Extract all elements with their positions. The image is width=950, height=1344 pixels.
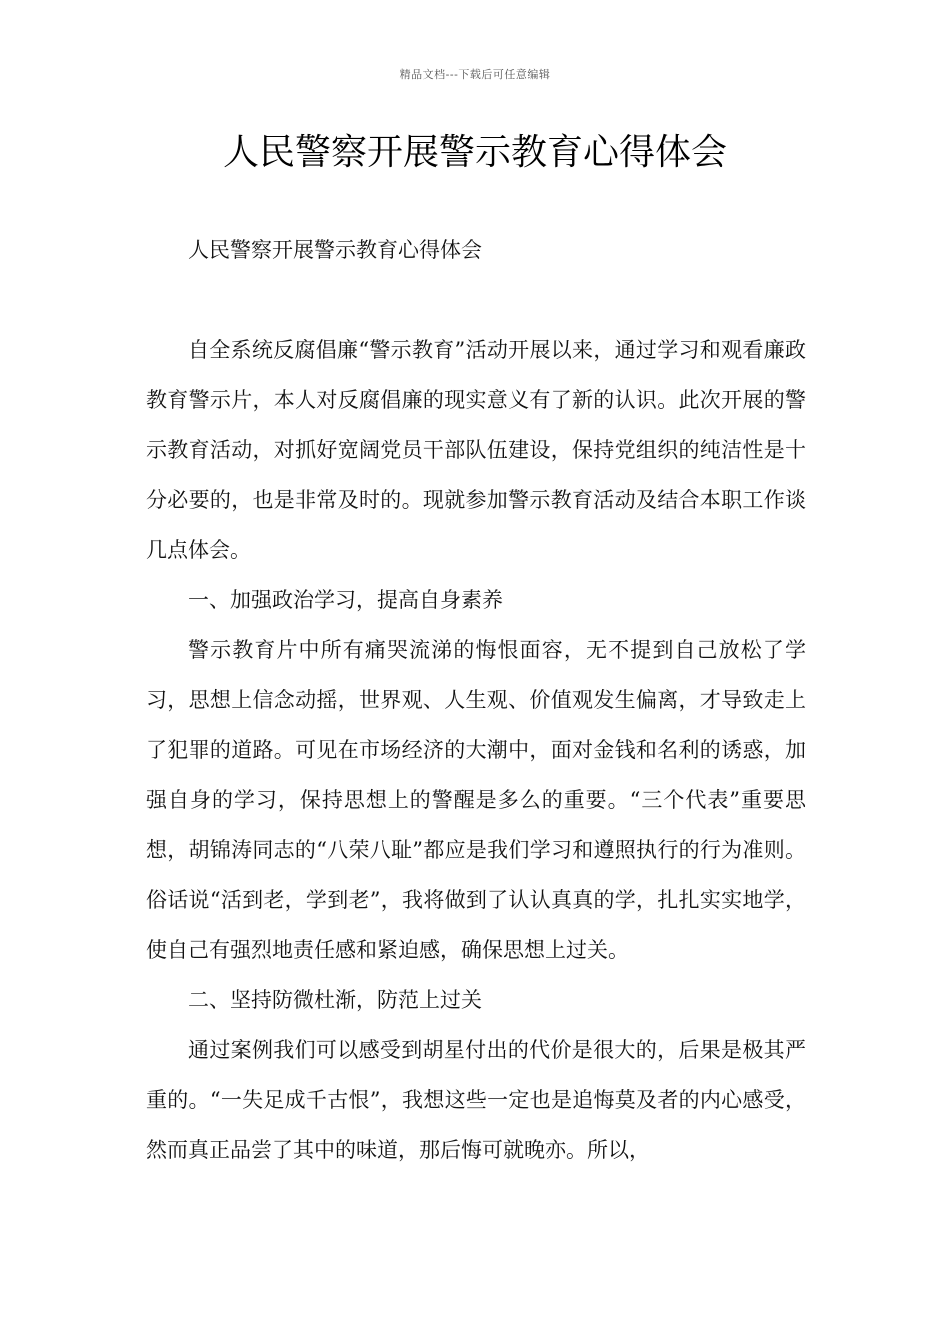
section-heading-1: 一、加强政治学习，提高自身素养: [188, 588, 503, 612]
document-subtitle: 人民警察开展警示教育心得体会: [188, 238, 482, 262]
paragraph-section-2: 通过案例我们可以感受到胡星付出的代价是很大的，后果是极其严重的。“一失足成千古恨”，我想这些一定也是追悔莫及者的内心感受，然而真正品尝了其中的味道，那后悔可就晚亦。所以，: [146, 1038, 806, 1162]
paragraph-section-1: 警示教育片中所有痛哭流涕的悔恨面容，无不提到自己放松了学习，思想上信念动摇，世界观、人生观、价值观发生偏离，才导致走上了犯罪的道路。可见在市场经济的大潮中，面对金钱和名利的诱惑，加强自身的学习，保持思想上的警醒是多么的重要。“三个代表”重要思想，胡锦涛同志的“八荣八耻”都应是我们学习和遵照执行的行为准则。俗话说“活到老，学到老”，我将做到了认认真真的学，扎扎实实地学，使自己有强烈地责任感和紧迫感，确保思想上过关。: [146, 638, 806, 962]
paragraph-intro: 自全系统反腐倡廉“警示教育”活动开展以来，通过学习和观看廉政教育警示片，本人对反腐倡廉的现实意义有了新的认识。此次开展的警示教育活动，对抓好宽阔党员干部队伍建设，保持党组织的纯洁性是十分必要的，也是非常及时的。现就参加警示教育活动及结合本职工作谈几点体会。: [146, 338, 806, 562]
document-title: 人民警察开展警示教育心得体会: [222, 132, 727, 173]
section-heading-2: 二、坚持防微杜渐，防范上过关: [188, 988, 482, 1012]
header-note: 精品文档---下载后可任意编辑: [399, 68, 551, 81]
document-body: [146, 325, 806, 1175]
